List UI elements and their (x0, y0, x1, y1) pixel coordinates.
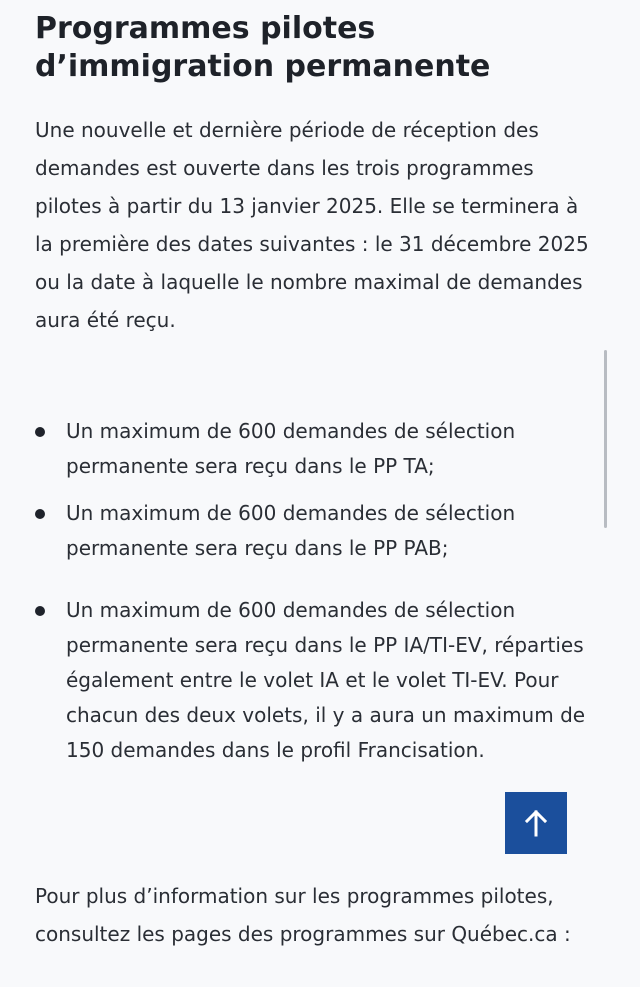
list-item-text: Un maximum de 600 demandes de sélection permanente sera reçu dans le PP PAB; (66, 501, 516, 560)
scrollbar[interactable] (604, 350, 607, 528)
arrow-up-icon (524, 809, 548, 837)
bullet-list (35, 414, 595, 768)
list-item-text: Un maximum de 600 demandes de sélection permanente sera reçu dans le PP IA/TI-EV, réparties également entre le volet IA et le volet TI-EV. Pour chacun des deux volets, il y a aura un maximum de 150 demandes dans le profil Francisation. (66, 598, 586, 762)
list-item (35, 414, 595, 484)
list-item (35, 593, 595, 768)
intro-paragraph: Une nouvelle et dernière période de réception des demandes est ouverte dans les trois programmes pilotes à partir du 13 janvier 2025. Elle se terminera à la première des dates suivantes : le 31 décembre 2025 ou la date à laquelle le nombre maximal de demandes aura été reçu. (35, 118, 589, 332)
page-title: Programmes pilotes d’immigration permanente (35, 11, 491, 84)
list-item (35, 496, 595, 566)
bullet-dot-icon (35, 606, 45, 616)
outro-paragraph: Pour plus d’information sur les programmes pilotes, consultez les pages des programmes sur Québec.ca : (35, 884, 571, 946)
back-to-top-button[interactable] (505, 792, 567, 854)
bullet-dot-icon (35, 427, 45, 437)
list-item-text: Un maximum de 600 demandes de sélection permanente sera reçu dans le PP TA; (66, 419, 516, 478)
bullet-dot-icon (35, 509, 45, 519)
